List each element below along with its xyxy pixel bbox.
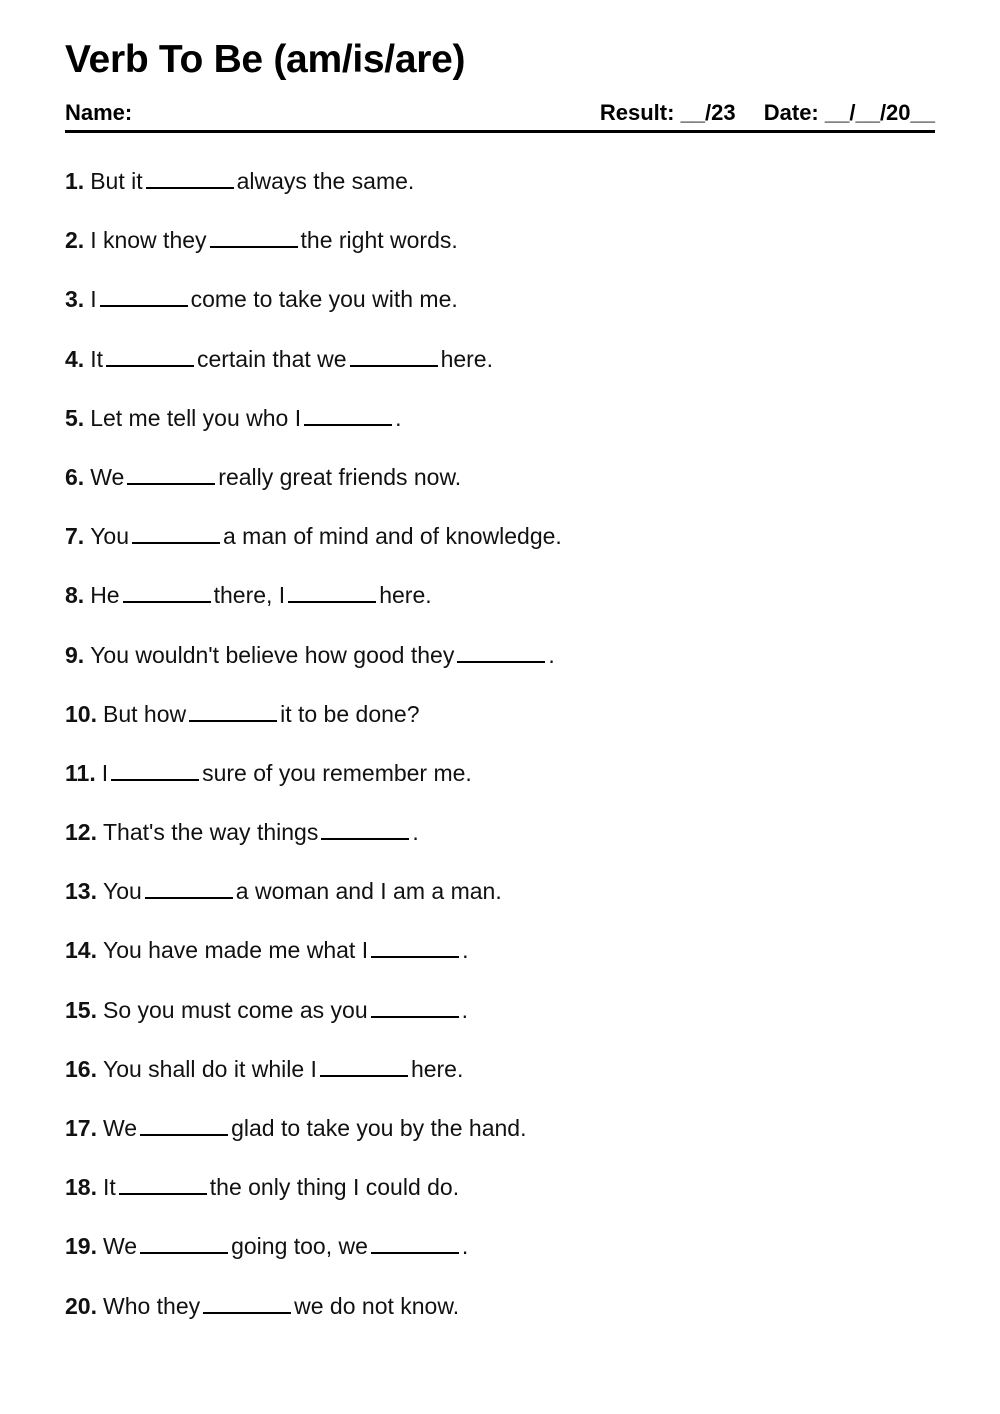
question-text: It xyxy=(90,345,103,372)
question-text: the only thing I could do. xyxy=(209,1174,460,1201)
question-number: 19. xyxy=(65,1233,97,1260)
answer-blank[interactable] xyxy=(146,170,234,189)
result-value: __/23 xyxy=(680,100,736,125)
question-text: But it xyxy=(90,168,143,194)
answer-blank[interactable] xyxy=(140,1235,228,1254)
question-row xyxy=(65,405,965,464)
answer-blank[interactable] xyxy=(371,999,459,1018)
question-row xyxy=(65,937,965,996)
question-row xyxy=(65,878,965,937)
question-row xyxy=(65,582,965,641)
answer-blank[interactable] xyxy=(189,703,277,722)
answer-blank[interactable] xyxy=(203,1295,291,1314)
question-text: I know they xyxy=(90,227,207,254)
question-text: I xyxy=(101,759,109,786)
question-text: really great friends now. xyxy=(218,463,462,490)
question-text: . xyxy=(461,996,468,1023)
question-number: 3. xyxy=(65,286,85,313)
question-row xyxy=(65,1293,965,1352)
question-text: You have made me what I xyxy=(102,937,369,964)
answer-blank[interactable] xyxy=(320,1058,408,1077)
question-row xyxy=(65,286,965,345)
date-label: Date: xyxy=(763,100,819,125)
question-text: . xyxy=(462,937,469,964)
question-row xyxy=(65,760,965,819)
question-text: I xyxy=(90,286,97,313)
result-group xyxy=(600,100,742,125)
header-divider xyxy=(65,130,935,133)
question-number: 16. xyxy=(65,1055,97,1082)
question-row xyxy=(65,997,965,1056)
date-value: __/__/20__ xyxy=(824,100,935,125)
question-text: a woman and I am a man. xyxy=(235,878,502,905)
answer-blank[interactable] xyxy=(127,466,215,485)
question-number: 10. xyxy=(65,700,97,727)
answer-blank[interactable] xyxy=(140,1117,228,1136)
result-date-group xyxy=(600,100,935,126)
question-number: 4. xyxy=(65,345,85,372)
question-text: . xyxy=(395,404,402,431)
question-number: 11. xyxy=(65,759,96,786)
question-text: You wouldn't believe how good they xyxy=(90,641,455,668)
answer-blank[interactable] xyxy=(321,821,409,840)
question-number: 8. xyxy=(65,582,85,609)
answer-blank[interactable] xyxy=(100,288,188,307)
page-title: Verb To Be (am/is/are) xyxy=(65,38,466,81)
question-number: 13. xyxy=(65,878,97,905)
question-text: . xyxy=(548,641,555,668)
question-text: So you must come as you xyxy=(102,996,368,1023)
question-number: 18. xyxy=(65,1174,97,1201)
question-row xyxy=(65,1233,965,1292)
question-text: . xyxy=(461,1233,469,1260)
question-number: 20. xyxy=(65,1292,97,1319)
question-number: 15. xyxy=(65,996,97,1023)
answer-blank[interactable] xyxy=(123,584,211,603)
question-text: glad to take you by the hand. xyxy=(231,1115,527,1141)
question-text: We xyxy=(102,1115,138,1141)
question-text: certain that we xyxy=(196,345,347,372)
question-text: here. xyxy=(410,1055,464,1082)
question-number: 14. xyxy=(65,937,97,964)
name-label: Name: xyxy=(65,100,133,125)
question-text: here. xyxy=(440,345,493,372)
question-number: 5. xyxy=(65,404,85,431)
question-text: going too, we xyxy=(231,1233,368,1260)
question-number: 2. xyxy=(65,227,85,254)
question-number: 9. xyxy=(65,641,85,668)
answer-blank[interactable] xyxy=(371,1235,459,1254)
question-list xyxy=(65,168,965,1352)
question-text: there, I xyxy=(213,582,286,609)
question-row xyxy=(65,227,965,286)
question-row xyxy=(65,701,965,760)
answer-blank[interactable] xyxy=(145,880,233,899)
question-text: here. xyxy=(379,582,432,609)
question-number: 1. xyxy=(65,168,85,194)
date-group xyxy=(764,100,935,125)
question-text: Who they xyxy=(102,1292,201,1319)
question-number: 7. xyxy=(65,523,85,550)
answer-blank[interactable] xyxy=(304,407,392,426)
question-text: We xyxy=(90,463,125,490)
question-text: You xyxy=(102,878,142,905)
answer-blank[interactable] xyxy=(132,525,220,544)
question-text: a man of mind and of knowledge. xyxy=(223,523,562,550)
question-number: 17. xyxy=(65,1115,97,1141)
question-text: we do not know. xyxy=(294,1292,460,1319)
question-row xyxy=(65,1056,965,1115)
question-row xyxy=(65,819,965,878)
question-text: come to take you with me. xyxy=(190,286,458,313)
question-row xyxy=(65,1115,965,1174)
question-text: He xyxy=(90,582,120,609)
question-number: 6. xyxy=(65,463,85,490)
question-text: You shall do it while I xyxy=(102,1055,317,1082)
question-text: it to be done? xyxy=(280,700,420,727)
result-label: Result: xyxy=(599,100,675,125)
question-text: You xyxy=(90,523,129,550)
question-number: 12. xyxy=(65,819,97,846)
question-text: Let me tell you who I xyxy=(90,404,302,431)
answer-blank[interactable] xyxy=(106,348,194,367)
answer-blank[interactable] xyxy=(111,762,199,781)
answer-blank[interactable] xyxy=(457,644,545,663)
question-text: sure of you remember me. xyxy=(202,759,472,786)
question-row xyxy=(65,642,965,701)
answer-blank[interactable] xyxy=(371,939,459,958)
question-row xyxy=(65,523,965,582)
question-row xyxy=(65,168,965,227)
question-text: always the same. xyxy=(236,168,415,194)
answer-blank[interactable] xyxy=(350,348,438,367)
question-row xyxy=(65,464,965,523)
question-text: . xyxy=(412,819,419,846)
question-text: the right words. xyxy=(300,227,458,254)
question-text: We xyxy=(102,1233,138,1260)
answer-blank[interactable] xyxy=(119,1176,207,1195)
question-text: It xyxy=(102,1174,116,1201)
question-text: That's the way things xyxy=(102,819,319,846)
question-text: But how xyxy=(102,700,187,727)
answer-blank[interactable] xyxy=(210,229,298,248)
question-row xyxy=(65,346,965,405)
question-row xyxy=(65,1174,965,1233)
student-info-row xyxy=(65,100,935,126)
answer-blank[interactable] xyxy=(288,584,376,603)
